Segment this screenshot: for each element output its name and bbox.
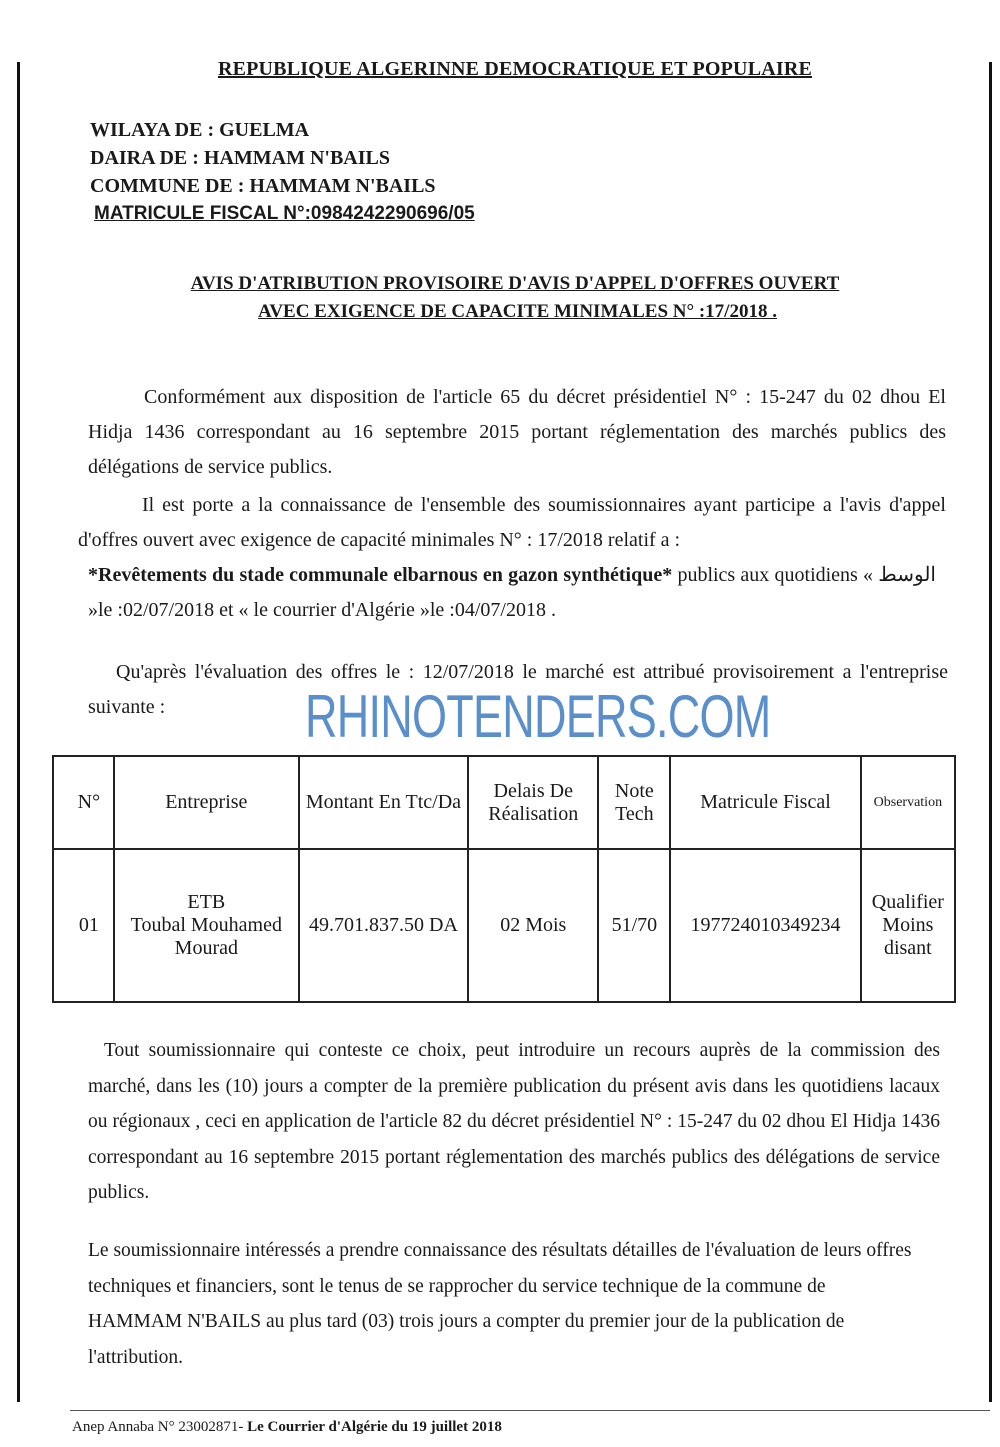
notice-title-line-2: AVEC EXIGENCE DE CAPACITE MINIMALES N° :17/2018 . (258, 301, 777, 322)
entreprise-line-3: Mourad (174, 937, 238, 959)
watermark: RHINOTENDERS.COM (305, 683, 771, 750)
administration-block (90, 116, 475, 228)
notice-title-line-1: AVIS D'ATRIBUTION PROVISOIRE D'AVIS D'APPEL D'OFFRES OUVERT (190, 273, 840, 294)
paragraph-announcement: Il est porte a la connaissance de l'ensemble des soumissionnaires ayant participe a l'avis d'appel d'offres ouvert avec exigence de capacité minimales N° : 17/2018 relatif a : (78, 494, 946, 551)
footer-credit (72, 1419, 502, 1436)
cell-montant: 49.701.837.50 DA (299, 849, 468, 1002)
cell-delais: 02 Mois (468, 849, 598, 1002)
header-note (598, 756, 670, 849)
header-note-line-2: Tech (615, 802, 654, 825)
table-header-row (53, 756, 955, 849)
commune-line: COMMUNE DE : HAMMAM N'BAILS (90, 175, 436, 197)
cell-entreprise (114, 849, 299, 1002)
paragraph-legal-basis: Conformément aux disposition de l'article 65 du décret présidentiel N° : 15-247 du 02 dhou El Hidja 1436 correspondant au 16 septembre 2015 portant réglementation des marchés publics des délégations de service publics. (88, 386, 946, 478)
notice-title (0, 270, 1000, 326)
observation-line-2: Moins (882, 914, 934, 936)
header-entreprise: Entreprise (114, 756, 299, 849)
wilaya-line: WILAYA DE : GUELMA (90, 119, 310, 141)
header-matricule: Matricule Fiscal (670, 756, 860, 849)
cell-matricule: 197724010349234 (670, 849, 860, 1002)
header-note-line-1: Note (614, 779, 654, 802)
header-delais-line-2: Réalisation (488, 802, 579, 825)
header-number: N° (53, 756, 114, 849)
header-delais-line-1: Delais De (493, 779, 573, 802)
publication-dates: publics aux quotidiens « الوسط »le :02/07/2018 et « le courrier d'Algérie »le :04/07/2018 . (88, 564, 936, 621)
cell-number: 01 (53, 849, 114, 1002)
paragraph-consultation: Le soumissionnaire intéressés a prendre connaissance des résultats détailles de l'évaluation de leurs offres techniques et financiers, sont le tenus de se rapprocher du service technique de la commune de HAMMAM N'BAILS au plus tard (03) trois jours a compter du premier jour de la publication de l'attribution. (88, 1240, 912, 1368)
footer-anep: Anep Annaba N° 23002871- (72, 1419, 248, 1435)
observation-line-3: disant (883, 937, 932, 959)
right-border-line (989, 62, 992, 1402)
paragraph-project (88, 558, 936, 628)
footer-source: Le Courrier d'Algérie du 19 juillet 2018 (247, 1419, 502, 1435)
table-row (53, 849, 955, 1002)
footer-divider (70, 1410, 990, 1411)
cell-note: 51/70 (598, 849, 670, 1002)
paragraph-appeal: Tout soumissionnaire qui conteste ce choix, peut introduire un recours auprès de la commission des marché, dans les (10) jours a compter de la première publication du présent avis dans les quotidiens lacaux ou régionaux , ceci en application de l'article 82 du décret présidentiel N° : 15-247 du 02 dhou El Hidja 1436 correspondant au 16 septembre 2015 portant réglementation des marchés publics des délégations de service publics. (88, 1040, 940, 1203)
matricule-fiscal-line: MATRICULE FISCAL N°:0984242290696/05 (94, 203, 475, 224)
republic-header: REPUBLIQUE ALGERINNE DEMOCRATIQUE ET POPULAIRE (217, 58, 813, 80)
attribution-table (52, 755, 956, 1003)
daira-line: DAIRA DE : HAMMAM N'BAILS (90, 147, 390, 169)
entreprise-line-2: Toubal Mouhamed (130, 914, 282, 936)
cell-observation (861, 849, 955, 1002)
project-name: *Revêtements du stade communale elbarnous en gazon synthétique* (88, 564, 673, 586)
observation-line-1: Qualifier (871, 891, 944, 913)
header-observation: Observation (861, 756, 955, 849)
entreprise-line-1: ETB (187, 891, 226, 913)
left-border-line (17, 62, 20, 1402)
header-montant: Montant En Ttc/Da (299, 756, 468, 849)
header-delais (468, 756, 598, 849)
paragraph-evaluation: Qu'après l'évaluation des offres le : 12/07/2018 le marché est attribué provisoirement a l'entreprise suivante : (88, 661, 948, 718)
